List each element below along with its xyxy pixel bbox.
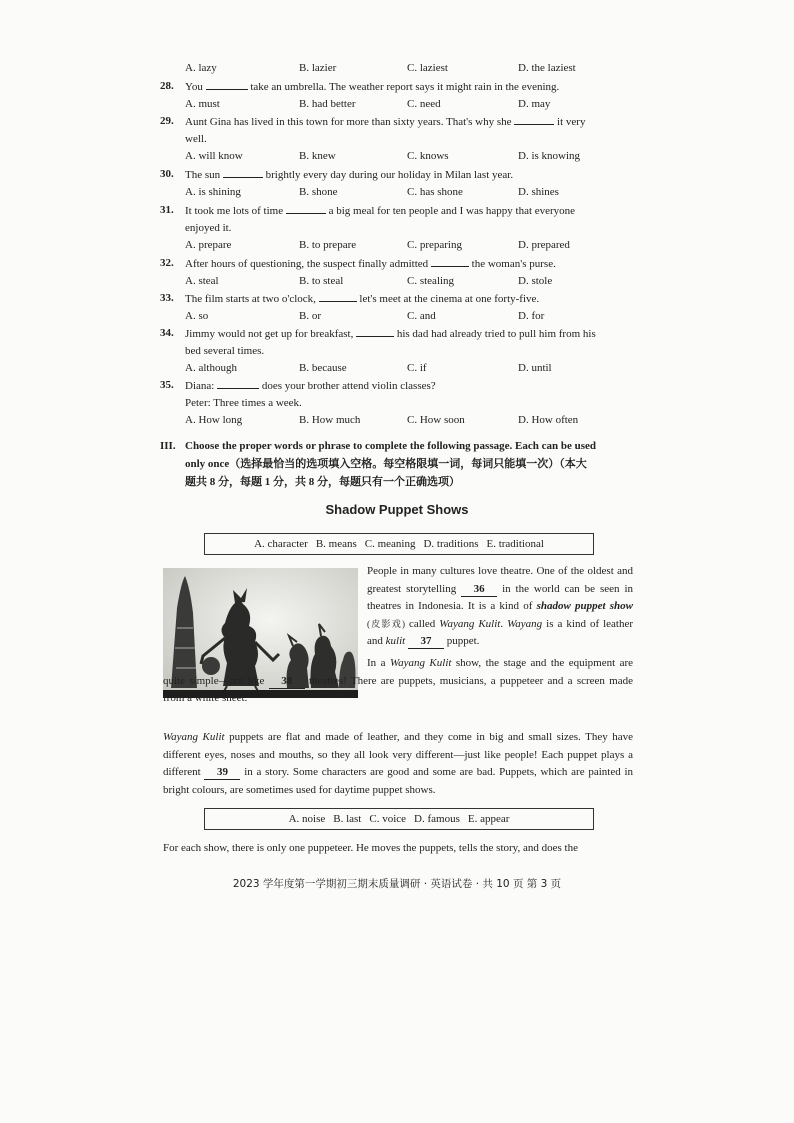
question-text: Aunt Gina has lived in this town for more than sixty years. That's why she — [185, 116, 512, 128]
question-text: well. — [185, 133, 207, 145]
blank-39: 39 — [204, 766, 240, 780]
question-text: his dad had already tried to pull him from his — [396, 328, 596, 340]
word-option: A. character — [254, 538, 308, 550]
blank-37: 37 — [408, 635, 444, 649]
question-number: 31. — [160, 204, 174, 216]
question-30 — [160, 166, 640, 201]
section-number: III. — [160, 440, 176, 452]
answer-blank — [514, 113, 554, 125]
blank-36: 36 — [461, 583, 497, 597]
word-box-2 — [204, 808, 594, 830]
option-c: C. and — [407, 310, 436, 322]
question-28 — [160, 78, 640, 113]
question-32 — [160, 255, 640, 290]
term-wayang-kulit: Wayang Kulit — [439, 617, 501, 630]
question-text: The film starts at two o'clock, — [185, 293, 316, 305]
word-option: E. traditional — [486, 538, 544, 550]
question-text: You — [185, 81, 203, 93]
question-31 — [160, 202, 640, 254]
term-wayang-kulit: Wayang Kulit — [389, 657, 452, 669]
question-text: After hours of questioning, the suspect finally admitted — [185, 258, 429, 270]
question-text: Peter: Three times a week. — [185, 397, 302, 409]
question-number: 32. — [160, 257, 174, 269]
option-d: D. the laziest — [518, 62, 576, 74]
question-text: the woman's purse. — [471, 258, 556, 270]
term-wayang-kulit: Wayang Kulit — [163, 731, 225, 743]
question-text: it very — [557, 116, 586, 128]
option-c: C. stealing — [407, 275, 455, 287]
question-text: take an umbrella. The weather report says it might rain in the evening. — [250, 81, 560, 93]
passage-paragraph-1 — [367, 563, 633, 651]
option-c: C. preparing — [407, 239, 462, 251]
question-text: brightly every day during our holiday in Milan last year. — [265, 169, 514, 181]
question-number: 35. — [160, 379, 174, 391]
question-27-options — [160, 60, 640, 77]
option-b: B. to steal — [299, 275, 344, 287]
passage-paragraph-3 — [163, 729, 633, 799]
passage-text: in a story. Some characters are good and some are bad. Puppets, which are painted in bright colours, are sometimes used for daytime puppet shows. — [163, 766, 634, 796]
question-number: 34. — [160, 327, 174, 339]
page-footer: 2023 学年度第一学期初三期末质量调研 · 英语试卷 · 共 10 页 第 3 页 — [232, 878, 562, 890]
question-text: let's meet at the cinema at one forty-five. — [359, 293, 540, 305]
word-option: B. means — [315, 538, 357, 550]
word-option: D. famous — [414, 813, 460, 825]
option-d: D. may — [518, 98, 551, 110]
option-d: D. prepared — [518, 239, 570, 251]
instruction-text: 题共 8 分，每题 1 分，共 8 分，每题只有一个正确选项） — [185, 476, 460, 488]
answer-blank — [356, 325, 394, 337]
option-c: C. if — [407, 362, 427, 374]
option-a: A. is shining — [185, 186, 241, 198]
option-d: D. for — [518, 310, 545, 322]
option-b: B. or — [299, 310, 321, 322]
question-number: 28. — [160, 80, 174, 92]
passage-text: In a — [367, 657, 386, 669]
option-a: A. so — [185, 310, 209, 322]
passage-text: People in many cultures love theatre. One of the oldest and greatest storytelling — [367, 565, 633, 595]
option-c: C. need — [407, 98, 441, 110]
word-option: C. voice — [369, 813, 407, 825]
passage-text: puppet. — [446, 635, 480, 647]
word-option: A. noise — [288, 813, 326, 825]
passage-text: theatres! There are puppets, musicians, a puppeteer and a screen made from a white sheet. — [163, 674, 633, 704]
option-d: D. How often — [518, 414, 579, 426]
option-a: A. must — [185, 98, 220, 110]
question-35 — [160, 377, 640, 429]
option-d: D. stole — [518, 275, 553, 287]
question-text: a big meal for ten people and I was happy that everyone — [328, 205, 576, 217]
term-shadow-puppet-show: shadow puppet show — [536, 600, 633, 612]
question-text: Jimmy would not get up for breakfast, — [185, 328, 354, 340]
passage-text: puppets are flat and made of leather, and they come in big and small sizes. They have different eyes, noses and mouths, so they all look very different—just like people! Each puppet plays a different — [163, 731, 633, 778]
word-option: E. appear — [467, 813, 510, 825]
option-a: A. steal — [185, 275, 219, 287]
question-number: 30. — [160, 168, 174, 180]
passage-title: Shadow Puppet Shows — [325, 502, 469, 517]
question-34 — [160, 325, 640, 377]
option-a: A. although — [185, 362, 237, 374]
passage-text: . — [500, 617, 504, 630]
option-b: B. lazier — [299, 62, 337, 74]
option-c: C. How soon — [407, 414, 465, 426]
option-c: C. knows — [407, 150, 449, 162]
passage-text: show, the stage and the equipment are quite simple—not like — [163, 657, 634, 687]
word-box-1 — [204, 533, 594, 555]
option-d: D. shines — [518, 186, 559, 198]
option-c: C. laziest — [407, 62, 448, 74]
question-text: The sun — [185, 169, 221, 181]
question-33 — [160, 290, 640, 325]
word-option: C. meaning — [364, 538, 416, 550]
option-a: A. lazy — [185, 62, 217, 74]
passage-paragraph-4: For each show, there is only one puppeteer. He moves the puppets, tells the story, and does the — [163, 842, 578, 854]
instruction-text: only once（选择最恰当的选项填入空格。每空格限填一词，每词只能填一次）（本大 — [185, 458, 587, 470]
question-text: Diana: — [185, 380, 215, 392]
question-29 — [160, 113, 640, 165]
question-text: enjoyed it. — [185, 222, 232, 234]
passage-text: is a kind of leather and — [367, 617, 634, 647]
term-wayang: Wayang — [507, 617, 543, 630]
option-a: A. How long — [185, 414, 243, 426]
option-d: D. until — [518, 362, 552, 374]
option-b: B. shone — [299, 186, 338, 198]
answer-blank — [286, 202, 326, 214]
chinese-gloss: (皮影戏) — [367, 618, 405, 629]
answer-blank — [319, 290, 357, 302]
passage-text: called — [409, 617, 436, 630]
passage-text: in the world can be seen in theatres in Indonesia. It is a kind of — [367, 582, 634, 612]
question-number: 33. — [160, 292, 174, 304]
section-3-instructions — [160, 437, 640, 491]
option-d: D. is knowing — [518, 150, 581, 162]
word-option: B. last — [333, 813, 362, 825]
option-c: C. has shone — [407, 186, 463, 198]
question-text: bed several times. — [185, 345, 265, 357]
option-b: B. knew — [299, 150, 336, 162]
answer-blank — [223, 166, 263, 178]
passage-paragraph-2 — [163, 655, 633, 708]
question-number: 29. — [160, 115, 174, 127]
question-text: does your brother attend violin classes? — [261, 380, 436, 392]
option-a: A. prepare — [185, 239, 232, 251]
option-a: A. will know — [185, 150, 243, 162]
option-b: B. How much — [299, 414, 361, 426]
answer-blank — [206, 78, 248, 90]
question-text: It took me lots of time — [185, 205, 284, 217]
term-kulit: kulit — [385, 635, 406, 647]
answer-blank — [431, 255, 469, 267]
instruction-text: Choose the proper words or phrase to complete the following passage. Each can be used — [185, 440, 596, 452]
option-b: B. had better — [299, 98, 356, 110]
blank-38: 38 — [269, 675, 305, 689]
option-b: B. to prepare — [299, 239, 357, 251]
word-option: D. traditions — [423, 538, 479, 550]
answer-blank — [217, 377, 259, 389]
option-b: B. because — [299, 362, 347, 374]
